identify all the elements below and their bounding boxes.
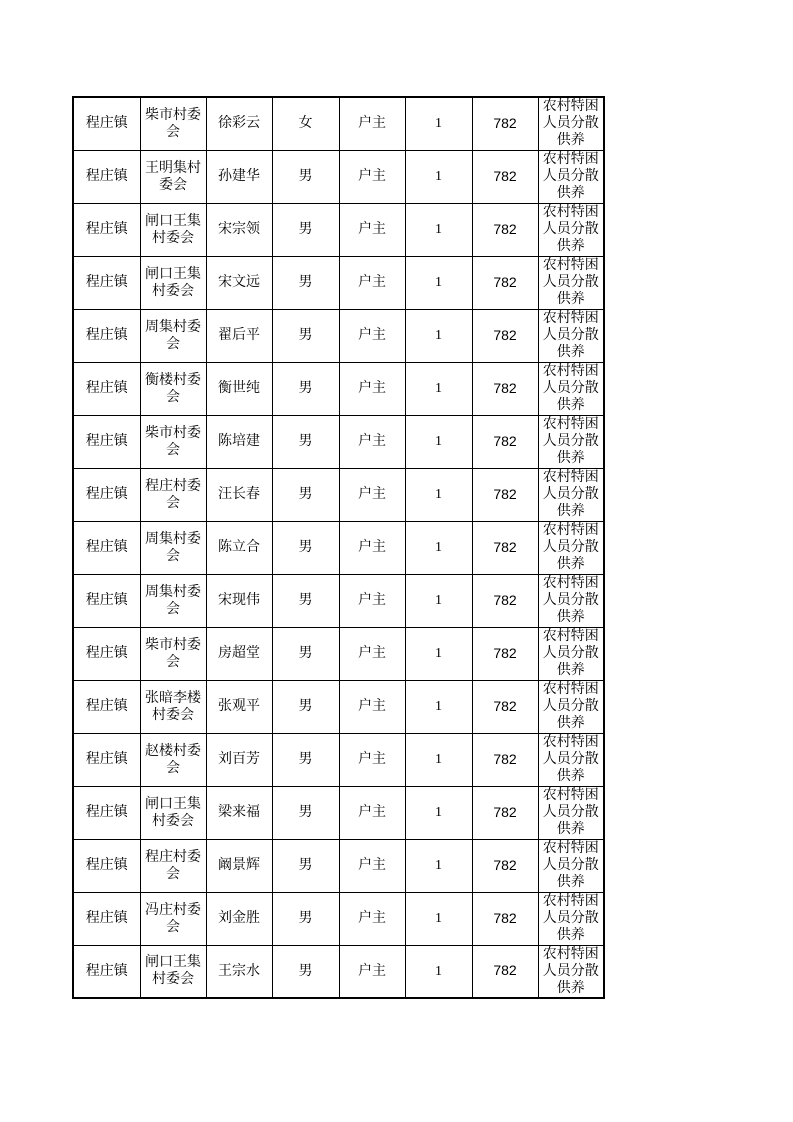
relation-cell-text: 户主 [358,592,386,608]
gender-cell-text: 男 [298,486,313,502]
town-cell [73,468,140,521]
town-cell-text: 程庄镇 [85,221,128,237]
relation-cell-text: 户主 [358,751,386,767]
village-cell-text: 柴市村委会 [145,636,201,670]
amount-cell [472,468,538,521]
village-cell-text: 闸口王集村委会 [145,212,201,246]
village-cell [140,203,206,256]
amount-cell-text: 782 [493,326,517,343]
household-count-cell [405,839,472,892]
household-count-cell-text: 1 [435,434,442,449]
name-cell-text: 宋宗领 [218,221,260,237]
relation-cell [339,627,405,680]
name-cell [206,892,272,945]
amount-cell [472,521,538,574]
amount-cell-text: 782 [493,485,517,502]
name-cell [206,680,272,733]
town-cell-text: 程庄镇 [85,910,128,926]
relation-cell-text: 户主 [358,804,386,820]
relation-cell [339,415,405,468]
support-type-cell [538,680,604,733]
support-type-cell-text: 农村特困人员分散供养 [542,363,599,413]
name-cell-text: 房超堂 [218,645,260,661]
gender-cell [272,574,339,627]
household-count-cell [405,521,472,574]
name-cell-text: 衡世纯 [218,380,260,396]
household-count-cell [405,415,472,468]
town-cell [73,521,140,574]
relation-cell-text: 户主 [358,327,386,343]
town-cell [73,203,140,256]
support-type-cell-text: 农村特困人员分散供养 [542,840,599,890]
town-cell [73,839,140,892]
relation-cell [339,468,405,521]
town-cell [73,415,140,468]
amount-cell [472,680,538,733]
gender-cell [272,468,339,521]
gender-cell [272,309,339,362]
name-cell [206,733,272,786]
relation-cell-text: 户主 [358,221,386,237]
amount-cell-text: 782 [493,114,517,131]
support-type-cell [538,839,604,892]
support-type-cell [538,786,604,839]
village-cell [140,839,206,892]
relation-cell [339,521,405,574]
support-type-cell [538,468,604,521]
household-count-cell-text: 1 [435,222,442,237]
relation-cell-text: 户主 [358,962,386,979]
village-cell-text: 闸口王集村委会 [145,795,201,829]
town-cell-text: 程庄镇 [85,645,128,661]
name-cell [206,574,272,627]
name-cell-text: 宋文远 [218,274,260,290]
support-type-cell-text: 农村特困人员分散供养 [542,893,599,943]
household-count-cell-text: 1 [435,275,442,290]
amount-cell-text: 782 [493,432,517,449]
name-cell-text: 王宗水 [218,962,260,979]
support-type-cell-text: 农村特困人员分散供养 [542,204,599,254]
name-cell [206,150,272,203]
support-type-cell [538,415,604,468]
relation-cell [339,839,405,892]
relation-cell [339,309,405,362]
amount-cell [472,945,538,998]
household-count-cell [405,362,472,415]
gender-cell-text: 男 [298,962,313,979]
table-row [73,362,604,415]
town-cell [73,309,140,362]
village-cell-text: 赵楼村委会 [145,742,201,776]
gender-cell-text: 男 [298,380,313,396]
relation-cell [339,892,405,945]
support-type-cell-text: 农村特困人员分散供养 [542,945,599,996]
relation-cell-text: 户主 [358,857,386,873]
support-type-cell [538,362,604,415]
household-count-cell-text: 1 [435,487,442,502]
gender-cell-text: 男 [298,592,313,608]
village-cell-text: 周集村委会 [145,318,201,352]
support-type-cell [538,203,604,256]
town-cell-text: 程庄镇 [85,539,128,555]
amount-cell [472,203,538,256]
amount-cell-text: 782 [493,273,517,290]
table-row [73,256,604,309]
gender-cell-text: 男 [298,857,313,873]
name-cell [206,362,272,415]
town-cell-text: 程庄镇 [85,857,128,873]
town-cell-text: 程庄镇 [85,592,128,608]
household-count-cell [405,150,472,203]
table-row [73,521,604,574]
amount-cell [472,150,538,203]
relation-cell-text: 户主 [358,274,386,290]
gender-cell [272,256,339,309]
village-cell [140,468,206,521]
name-cell [206,203,272,256]
village-cell-text: 张暗李楼村委会 [145,689,201,723]
relation-cell-text: 户主 [358,539,386,555]
gender-cell [272,97,339,150]
name-cell [206,468,272,521]
village-cell [140,945,206,998]
relation-cell-text: 户主 [358,910,386,926]
support-type-cell-text: 农村特困人员分散供养 [542,310,599,360]
household-count-cell [405,627,472,680]
relation-cell-text: 户主 [358,380,386,396]
name-cell-text: 翟后平 [218,327,260,343]
household-count-cell-text: 1 [435,116,442,132]
gender-cell [272,680,339,733]
village-cell-text: 程庄村委会 [145,477,201,511]
household-count-cell [405,786,472,839]
household-count-cell [405,468,472,521]
support-type-cell-text: 农村特困人员分散供养 [542,151,599,201]
support-type-cell [538,521,604,574]
support-type-cell [538,256,604,309]
household-count-cell-text: 1 [435,805,442,820]
amount-cell [472,256,538,309]
support-type-cell-text: 农村特困人员分散供养 [542,681,599,731]
relation-cell [339,150,405,203]
village-cell-text: 柴市村委会 [145,424,201,458]
table-row [73,97,604,150]
gender-cell [272,945,339,998]
support-type-cell-text: 农村特困人员分散供养 [542,575,599,625]
amount-cell [472,362,538,415]
town-cell-text: 程庄镇 [85,327,128,343]
gender-cell-text: 男 [298,539,313,555]
relation-cell [339,733,405,786]
table-row [73,945,604,998]
gender-cell-text: 男 [298,751,313,767]
gender-cell [272,362,339,415]
household-count-cell-text: 1 [435,593,442,608]
village-cell [140,680,206,733]
table-row [73,574,604,627]
town-cell-text: 程庄镇 [85,804,128,820]
gender-cell [272,786,339,839]
gender-cell-text: 男 [298,804,313,820]
household-count-cell-text: 1 [435,328,442,343]
amount-cell-text: 782 [493,962,517,979]
name-cell-text: 刘金胜 [218,910,260,926]
household-count-cell-text: 1 [435,540,442,555]
relation-cell-text: 户主 [358,645,386,661]
town-cell-text: 程庄镇 [85,274,128,290]
name-cell [206,309,272,362]
gender-cell [272,415,339,468]
village-cell [140,256,206,309]
gender-cell [272,627,339,680]
household-count-cell [405,945,472,998]
relation-cell-text: 户主 [358,168,386,184]
table-row [73,468,604,521]
gender-cell [272,150,339,203]
name-cell-text: 汪长春 [218,486,260,502]
amount-cell-text: 782 [493,167,517,184]
town-cell-text: 程庄镇 [85,433,128,449]
relation-cell [339,786,405,839]
household-count-cell-text: 1 [435,963,442,979]
household-count-cell [405,309,472,362]
name-cell [206,256,272,309]
table-row [73,309,604,362]
support-type-cell-text: 农村特困人员分散供养 [542,787,599,837]
relation-cell-text: 户主 [358,486,386,502]
gender-cell [272,203,339,256]
household-count-cell [405,574,472,627]
household-count-cell-text: 1 [435,381,442,396]
town-cell-text: 程庄镇 [85,168,128,184]
support-type-cell-text: 农村特困人员分散供养 [542,469,599,519]
household-count-cell [405,97,472,150]
name-cell [206,521,272,574]
support-type-cell-text: 农村特困人员分散供养 [542,522,599,572]
village-cell-text: 闸口王集村委会 [145,265,201,299]
gender-cell [272,892,339,945]
support-type-cell-text: 农村特困人员分散供养 [542,416,599,466]
town-cell [73,574,140,627]
amount-cell [472,839,538,892]
relation-cell [339,256,405,309]
table-row [73,203,604,256]
amount-cell [472,309,538,362]
gender-cell-text: 男 [298,221,313,237]
town-cell [73,627,140,680]
town-cell-text: 程庄镇 [85,115,128,132]
gender-cell-text: 女 [298,115,313,132]
household-count-cell-text: 1 [435,169,442,184]
household-count-cell [405,892,472,945]
support-type-cell-text: 农村特困人员分散供养 [542,734,599,784]
amount-cell-text: 782 [493,750,517,767]
town-cell [73,256,140,309]
name-cell-text: 孙建华 [218,168,260,184]
amount-cell-text: 782 [493,644,517,661]
name-cell-text: 阚景辉 [218,857,260,873]
village-cell [140,733,206,786]
amount-cell [472,786,538,839]
amount-cell [472,892,538,945]
name-cell [206,786,272,839]
household-count-cell [405,680,472,733]
amount-cell [472,733,538,786]
roster-table [72,96,605,999]
village-cell [140,309,206,362]
support-type-cell [538,309,604,362]
household-count-cell-text: 1 [435,858,442,873]
town-cell [73,892,140,945]
table-row [73,786,604,839]
town-cell-text: 程庄镇 [85,698,128,714]
village-cell-text: 王明集村委会 [145,159,201,193]
village-cell-text: 程庄村委会 [145,848,201,882]
relation-cell [339,680,405,733]
village-cell [140,415,206,468]
amount-cell-text: 782 [493,803,517,820]
village-cell-text: 柴市村委会 [145,106,201,140]
name-cell-text: 梁来福 [218,804,260,820]
gender-cell-text: 男 [298,645,313,661]
village-cell [140,786,206,839]
town-cell [73,680,140,733]
relation-cell [339,574,405,627]
village-cell-text: 闸口王集村委会 [145,954,201,988]
village-cell [140,627,206,680]
name-cell-text: 陈立合 [218,539,260,555]
name-cell [206,627,272,680]
relation-cell [339,362,405,415]
village-cell [140,521,206,574]
table-row [73,892,604,945]
name-cell-text: 刘百芳 [218,751,260,767]
town-cell-text: 程庄镇 [85,751,128,767]
support-type-cell-text: 农村特困人员分散供养 [542,257,599,307]
amount-cell-text: 782 [493,909,517,926]
support-type-cell [538,892,604,945]
household-count-cell-text: 1 [435,911,442,926]
town-cell [73,786,140,839]
gender-cell [272,521,339,574]
relation-cell-text: 户主 [358,115,386,132]
relation-cell [339,203,405,256]
support-type-cell [538,627,604,680]
amount-cell-text: 782 [493,591,517,608]
name-cell [206,945,272,998]
household-count-cell [405,733,472,786]
support-type-cell [538,97,604,150]
roster-table-body [73,97,604,998]
village-cell [140,892,206,945]
village-cell-text: 周集村委会 [145,583,201,617]
amount-cell-text: 782 [493,379,517,396]
support-type-cell [538,733,604,786]
support-type-cell [538,150,604,203]
village-cell-text: 冯庄村委会 [145,901,201,935]
table-row [73,733,604,786]
town-cell-text: 程庄镇 [85,380,128,396]
relation-cell [339,945,405,998]
amount-cell [472,415,538,468]
gender-cell [272,733,339,786]
table-row [73,627,604,680]
household-count-cell-text: 1 [435,699,442,714]
town-cell-text: 程庄镇 [85,486,128,502]
gender-cell-text: 男 [298,274,313,290]
gender-cell-text: 男 [298,433,313,449]
support-type-cell [538,574,604,627]
table-row [73,415,604,468]
village-cell-text: 周集村委会 [145,530,201,564]
name-cell-text: 陈培建 [218,433,260,449]
gender-cell [272,839,339,892]
town-cell-text: 程庄镇 [85,962,128,979]
town-cell [73,733,140,786]
relation-cell [339,97,405,150]
town-cell [73,150,140,203]
relation-cell-text: 户主 [358,433,386,449]
amount-cell-text: 782 [493,697,517,714]
village-cell [140,97,206,150]
town-cell [73,945,140,998]
amount-cell-text: 782 [493,856,517,873]
gender-cell-text: 男 [298,698,313,714]
household-count-cell-text: 1 [435,752,442,767]
amount-cell [472,97,538,150]
table-row [73,839,604,892]
name-cell [206,839,272,892]
gender-cell-text: 男 [298,168,313,184]
household-count-cell-text: 1 [435,646,442,661]
relation-cell-text: 户主 [358,698,386,714]
gender-cell-text: 男 [298,327,313,343]
table-row [73,150,604,203]
name-cell [206,415,272,468]
village-cell [140,574,206,627]
table-row [73,680,604,733]
town-cell [73,97,140,150]
amount-cell [472,627,538,680]
amount-cell-text: 782 [493,538,517,555]
village-cell-text: 衡楼村委会 [145,371,201,405]
name-cell-text: 张观平 [218,698,260,714]
town-cell [73,362,140,415]
name-cell [206,97,272,150]
name-cell-text: 徐彩云 [218,115,260,132]
name-cell-text: 宋现伟 [218,592,260,608]
amount-cell [472,574,538,627]
support-type-cell-text: 农村特困人员分散供养 [542,628,599,678]
household-count-cell [405,256,472,309]
village-cell [140,362,206,415]
support-type-cell [538,945,604,998]
amount-cell-text: 782 [493,220,517,237]
support-type-cell-text: 农村特困人员分散供养 [542,98,599,149]
village-cell [140,150,206,203]
gender-cell-text: 男 [298,910,313,926]
household-count-cell [405,203,472,256]
